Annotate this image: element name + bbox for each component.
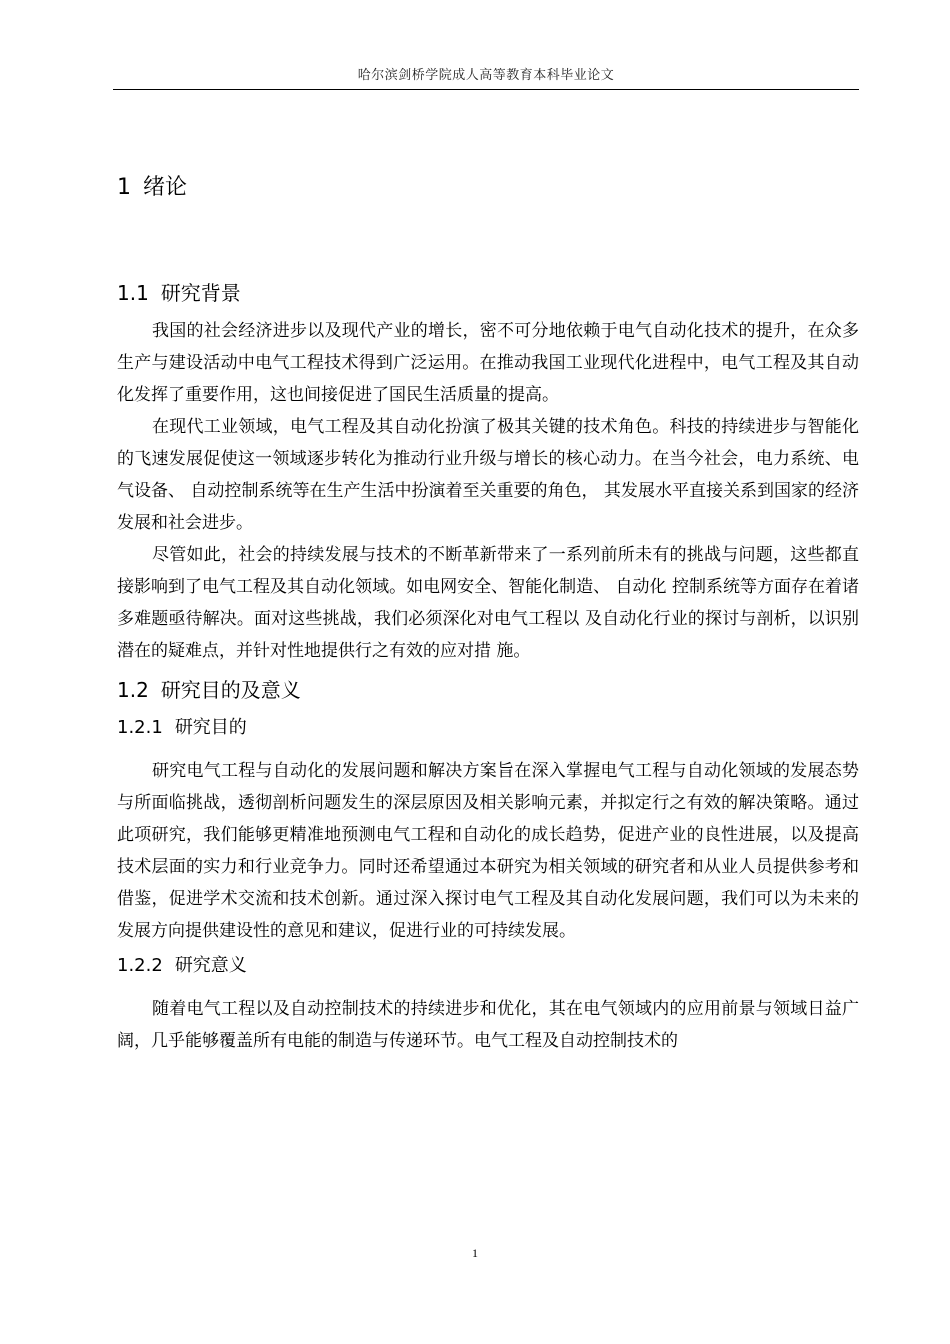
paragraph: 我国的社会经济进步以及现代产业的增长，密不可分地依赖于电气自动化技术的提升，在众多生产与建设活动中电气工程技术得到广泛运用。在推动我国工业现代化进程中，电气工程及其自动化发挥了重要作用，这也间接促进了国民生活质量的提高。 <box>117 321 859 405</box>
paragraph: 随着电气工程以及自动控制技术的持续进步和优化，其在电气领域内的应用前景与领域日益广阔，几乎能够覆盖所有电能的制造与传递环节。电气工程及自动控制技术的 <box>117 999 859 1051</box>
section-heading-1-2 <box>117 671 859 709</box>
subsection-number: 1.2.1 <box>117 717 163 738</box>
chapter-heading <box>117 168 859 208</box>
subsection-title: 研究意义 <box>174 955 247 976</box>
subsection-number: 1.2.2 <box>117 955 163 976</box>
section-heading-1-1 <box>117 274 859 312</box>
section-title: 研究目的及意义 <box>160 678 301 702</box>
running-header: 哈尔滨剑桥学院成人高等教育本科毕业论文 <box>357 68 615 83</box>
subsection-title: 研究目的 <box>174 717 247 738</box>
paragraph: 在现代工业领域，电气工程及其自动化扮演了极其关键的技术角色。科技的持续进步与智能化的飞速发展促使这一领域逐步转化为推动行业升级与增长的核心动力。在当今社会，电力系统、电气设备、 自动控制系统等在生产生活中扮演着至关重要的角色， 其发展水平直接关系到国家的经济发展和社会进步。 <box>117 417 859 533</box>
page-body <box>117 168 859 1057</box>
chapter-title: 绪论 <box>143 175 188 200</box>
page-number: 1 <box>472 1246 478 1260</box>
subsection-heading-1-2-1 <box>117 711 859 745</box>
chapter-number: 1 <box>117 175 131 200</box>
paragraph: 尽管如此，社会的持续发展与技术的不断革新带来了一系列前所未有的挑战与问题，这些都直接影响到了电气工程及其自动化领域。如电网安全、智能化制造、 自动化 控制系统等方面存在着诸多难题亟待解决。面对这些挑战，我们必须深化对电气工程以 及自动化行业的探讨与剖析，以识别潜在的疑难点，并针对性地提供行之有效的应对措 施。 <box>117 545 859 661</box>
section-number: 1.2 <box>117 678 149 702</box>
section-number: 1.1 <box>117 281 149 305</box>
header-divider <box>113 89 859 90</box>
section-title: 研究背景 <box>160 281 241 305</box>
subsection-heading-1-2-2 <box>117 949 859 983</box>
paragraph: 研究电气工程与自动化的发展问题和解决方案旨在深入掌握电气工程与自动化领域的发展态势与所面临挑战，透彻剖析问题发生的深层原因及相关影响元素，并拟定行之有效的解决策略。通过此项研究，我们能够更精准地预测电气工程和自动化的成长趋势，促进产业的良性进展，以及提高技术层面的实力和行业竞争力。同时还希望通过本研究为相关领域的研究者和从业人员提供参考和借鉴，促进学术交流和技术创新。通过深入探讨电气工程及其自动化发展问题，我们可以为未来的发展方向提供建设性的意见和建议，促进行业的可持续发展。 <box>117 761 859 941</box>
